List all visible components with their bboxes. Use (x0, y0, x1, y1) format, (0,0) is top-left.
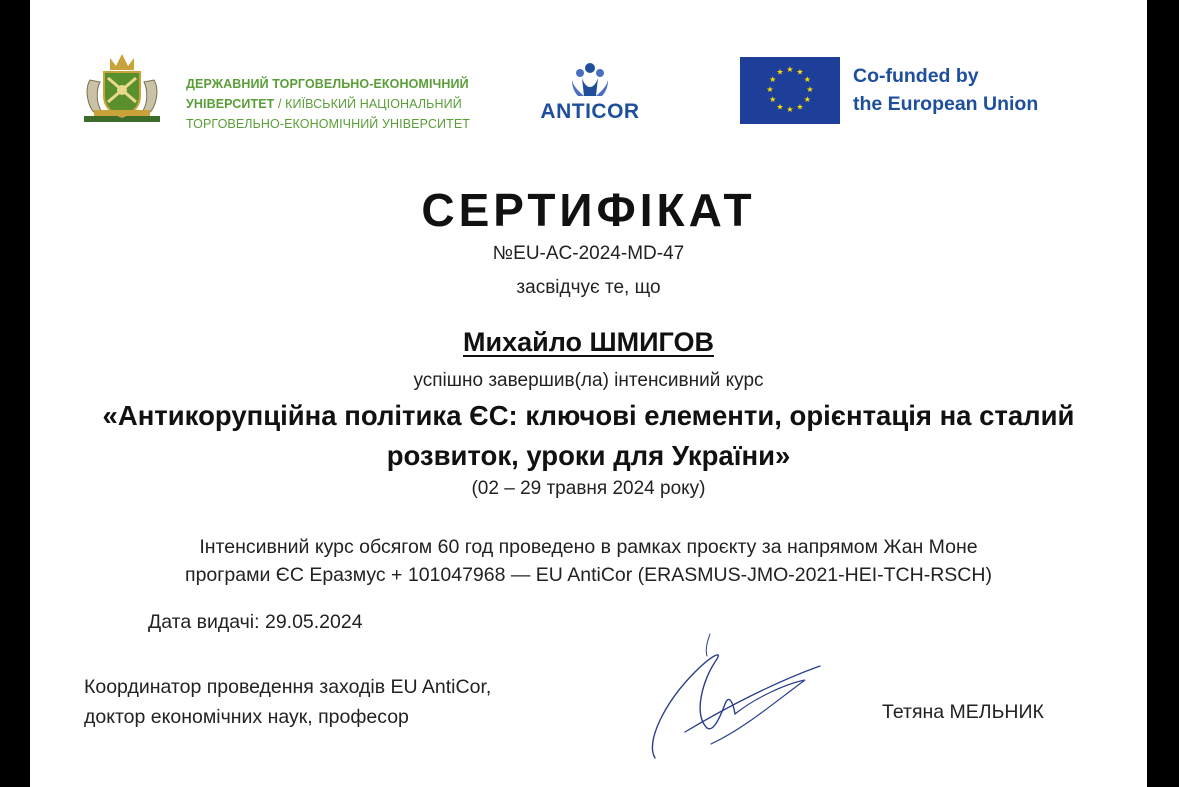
coordinator-line-2: доктор економічних наук, професор (84, 706, 409, 728)
certificate-title: СЕРТИФІКАТ (421, 184, 756, 236)
description-line-2: програми ЄС Еразмус + 101047968 — EU AntiCor (ERASMUS-JMO-2021-HEI-TCH-RSCH) (185, 564, 992, 586)
svg-text:★: ★ (806, 85, 814, 94)
university-line-2 (186, 94, 496, 114)
course-description (30, 533, 1147, 589)
svg-text:★: ★ (786, 65, 794, 74)
svg-text:★: ★ (769, 95, 777, 104)
eu-line-2: the European Union (853, 93, 1039, 115)
eu-flag-icon (740, 57, 840, 124)
svg-text:★: ★ (796, 102, 804, 112)
signer-name: Тетяна МЕЛЬНИК (882, 701, 1044, 723)
svg-text:★: ★ (803, 95, 811, 104)
university-coat-of-arms-icon (82, 50, 162, 126)
svg-text:★: ★ (776, 67, 784, 77)
university-line-2-rest: / КИЇВСЬКИЙ НАЦІОНАЛЬНИЙ (274, 97, 462, 111)
eu-line-1: Co-funded by (853, 65, 979, 87)
university-line-2-bold: УНІВЕРСИТЕТ (186, 97, 275, 111)
course-title-line-2: розвиток, уроки для України» (386, 440, 791, 471)
university-line-1: ДЕРЖАВНИЙ ТОРГОВЕЛЬНО-ЕКОНОМІЧНИЙ (186, 77, 469, 91)
anticor-label: ANTICOR (540, 100, 640, 123)
university-line-3: ТОРГОВЕЛЬНО-ЕКОНОМІЧНИЙ УНІВЕРСИТЕТ (186, 117, 470, 131)
certificate-number: №EU-AC-2024-MD-47 (492, 243, 685, 264)
handwritten-signature (615, 632, 825, 762)
course-title (30, 396, 1147, 476)
recipient-name-text: Михайло ШМИГОВ (463, 327, 714, 357)
svg-text:★: ★ (776, 102, 784, 112)
recipient-name (30, 327, 1147, 358)
svg-text:★: ★ (769, 75, 777, 84)
svg-text:★: ★ (766, 85, 774, 94)
svg-text:★: ★ (796, 67, 804, 77)
coordinator-title (84, 672, 491, 732)
svg-text:★: ★ (803, 75, 811, 84)
issue-date: Дата видачі: 29.05.2024 (148, 611, 363, 633)
course-title-line-1: «Антикорупційна політика ЄС: ключові елементи, орієнтація на сталий (102, 400, 1075, 431)
svg-text:★: ★ (786, 105, 794, 114)
university-name (186, 74, 496, 134)
eu-cofunded-text (853, 62, 1113, 118)
description-line-1: Інтенсивний курс обсягом 60 год проведено в рамках проєкту за напрямом Жан Моне (199, 536, 978, 558)
coordinator-line-1: Координатор проведення заходів EU AntiCor, (84, 676, 492, 698)
course-dates: (02 – 29 травня 2024 року) (471, 478, 706, 499)
certificate-page (30, 0, 1147, 787)
certifies-text: засвідчує те, що (516, 277, 661, 298)
completed-text: успішно завершив(ла) інтенсивний курс (413, 370, 764, 391)
